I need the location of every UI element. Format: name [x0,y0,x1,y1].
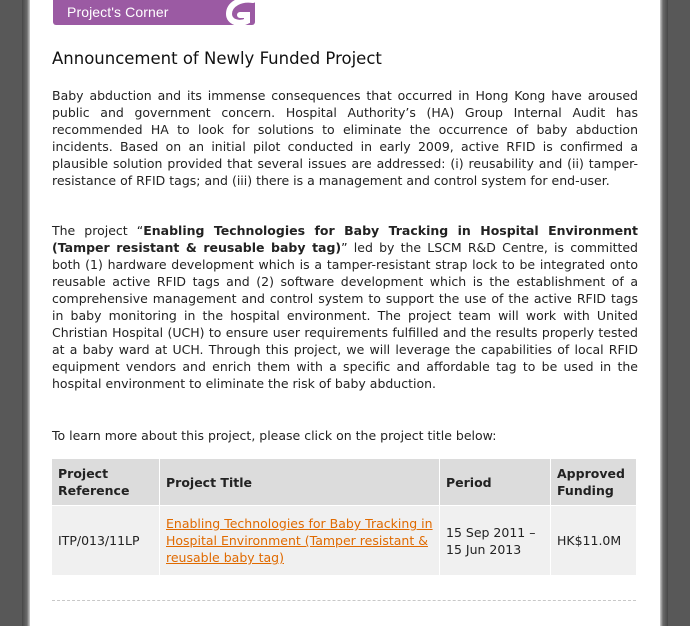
banner-label: Project's Corner [67,4,169,20]
header-period: Period [440,459,551,506]
dashed-divider [52,600,636,601]
project-title-link[interactable]: Enabling Technologies for Baby Tracking in Hospital Environment (Tamper resistant & reusable baby tag) [166,516,433,565]
page-title: Announcement of Newly Funded Project [52,49,382,68]
content-page [30,0,660,626]
learn-more-paragraph: To learn more about this project, please click on the project title below: [52,428,497,443]
intro-paragraph: Baby abduction and its immense consequences that occurred in Hong Kong have aroused public and government concern. Hospital Authority’s (HA) Group Internal Audit has recommended HA to look for solutions to eliminate the occurrence of baby abduction incidents. Based on an initial pilot conducted in early 2009, active RFID is confirmed a plausible solution provided that several issues are addressed: (i) reusability and (ii) tamper-resistance of RFID tags; and (iii) there is a management and control system for end-user. [52,88,638,188]
table-row [52,506,636,576]
projects-corner-banner [53,0,255,25]
cell-project-title [160,506,440,576]
project-description-prefix: The project “ [52,223,144,238]
header-project-reference: Project Reference [52,459,160,506]
project-table [52,459,636,575]
project-name-bold: Enabling Technologies for Baby Tracking in Hospital Environment (Tamper resistant & reusable baby tag) [52,223,638,255]
cell-project-reference: ITP/013/11LP [52,506,160,576]
header-approved-funding: Approved Funding [551,459,637,506]
cell-approved-funding: HK$11.0M [551,506,637,576]
cell-period: 15 Sep 2011 – 15 Jun 2013 [440,506,551,576]
header-project-title: Project Title [160,459,440,506]
swirl-logo-icon [223,0,255,25]
project-description-body: ” led by the LSCM R&D Centre, is committed both (1) hardware development which is a tamper-resistant strap lock to be integrated onto reusable active RFID tags and (2) software development which is the establishment of a comprehensive management and control system to support the use of the active RFID tags in baby monitoring in the hospital environment. The project team will work with United Christian Hospital (UCH) to ensure user requirements fulfilled and the results properly tested at a baby ward at UCH. Through this project, we will leverage the capabilities of local RFID equipment vendors and enrich them with a specific and affordable tag to be used in the hospital environment to eliminate the risk of baby abduction. [52,240,638,391]
project-description-paragraph [52,222,638,392]
table-header-row [52,459,636,506]
